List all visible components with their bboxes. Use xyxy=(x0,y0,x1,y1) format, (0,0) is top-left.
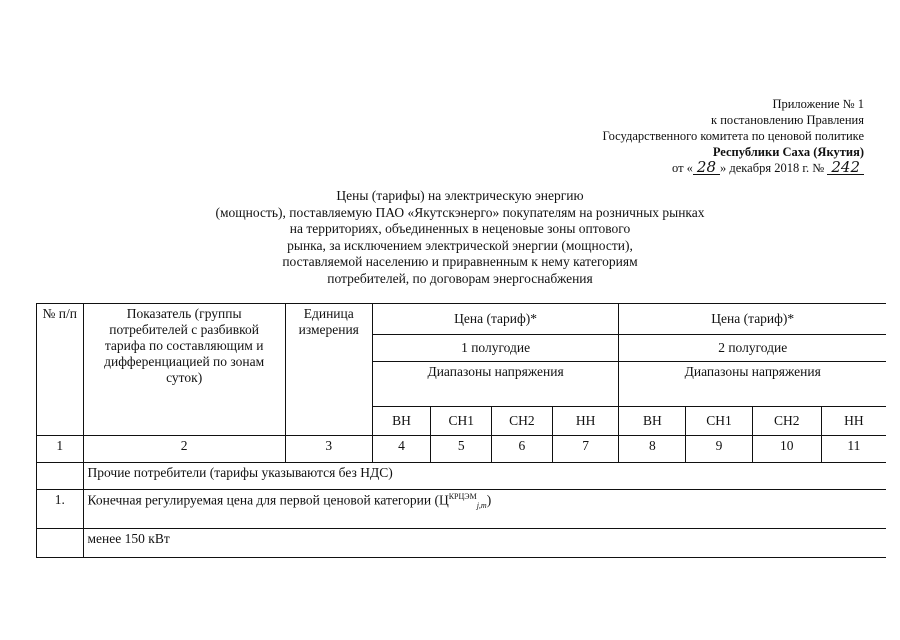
level-cell: СН1 xyxy=(431,407,492,436)
column-number: 10 xyxy=(752,436,821,463)
title-line-5: поставляемой населению и приравненным к нему категориям xyxy=(282,254,638,269)
column-number: 11 xyxy=(821,436,886,463)
sub-row: менее 150 кВт xyxy=(83,529,886,558)
title-line-3: на территориях, объединенных в неценовые зоны оптового xyxy=(289,221,631,236)
column-number: 5 xyxy=(431,436,492,463)
empty-cell xyxy=(37,463,84,490)
appendix-header xyxy=(602,96,864,176)
title-line-4: рынка, за исключением электрической энергии (мощности), xyxy=(287,237,633,253)
title-line-2: (мощность), поставляемую ПАО «Якутскэнерго» покупателям на розничных рынках xyxy=(215,204,705,220)
item-text: Конечная регулируемая цена для первой ценовой категории (Ц xyxy=(87,492,449,508)
header-ranges-1: Диапазоны напряжения xyxy=(372,362,619,407)
header-indicator: Показатель (группы потребителей с разбивкой тарифа по составляющим и дифференциацией по зонам суток) xyxy=(83,304,285,436)
item-close: ) xyxy=(486,492,492,508)
level-cell: ВН xyxy=(372,407,431,436)
appendix-line-3: Государственного комитета по ценовой политике xyxy=(602,129,864,143)
tariff-table xyxy=(36,303,886,558)
appendix-date-line xyxy=(602,160,864,176)
level-cell: СН2 xyxy=(752,407,821,436)
handwritten-day: 28 xyxy=(693,160,720,175)
document-title xyxy=(60,188,860,287)
item-number: 1. xyxy=(37,490,84,529)
header-num: № п/п xyxy=(37,304,84,436)
date-prefix: от « xyxy=(671,161,693,175)
column-number: 2 xyxy=(83,436,285,463)
item-subscript: j,m xyxy=(476,501,487,511)
column-number: 6 xyxy=(492,436,553,463)
item-row xyxy=(83,490,886,529)
column-number: 3 xyxy=(285,436,372,463)
item-superscript: КРЦЭМ xyxy=(448,492,477,501)
section-row: Прочие потребители (тарифы указываются без НДС) xyxy=(83,463,886,490)
header-price-2: Цена (тариф)* xyxy=(619,304,886,335)
header-half-1: 1 полугодие xyxy=(372,335,619,362)
title-line-6: потребителей, по договорам энергоснабжения xyxy=(327,270,593,286)
date-suffix: » декабря 2018 г. № xyxy=(720,161,825,175)
column-number: 8 xyxy=(619,436,686,463)
header-price-1: Цена (тариф)* xyxy=(372,304,619,335)
column-number: 9 xyxy=(686,436,753,463)
level-cell: ВН xyxy=(619,407,686,436)
level-cell: НН xyxy=(821,407,886,436)
column-number: 7 xyxy=(552,436,619,463)
appendix-line-4: Республики Саха (Якутия) xyxy=(712,145,864,159)
header-ranges-2: Диапазоны напряжения xyxy=(619,362,886,407)
column-number: 1 xyxy=(37,436,84,463)
appendix-line-2: к постановлению Правления xyxy=(711,113,864,127)
header-unit: Единица измерения xyxy=(285,304,372,436)
level-cell: НН xyxy=(552,407,619,436)
level-cell: СН1 xyxy=(686,407,753,436)
appendix-line-1: Приложение № 1 xyxy=(772,97,864,111)
handwritten-number: 242 xyxy=(827,160,864,175)
level-cell: СН2 xyxy=(492,407,553,436)
header-half-2: 2 полугодие xyxy=(619,335,886,362)
empty-cell xyxy=(37,529,84,558)
title-line-1: Цены (тарифы) на электрическую энергию xyxy=(336,188,584,203)
column-number: 4 xyxy=(372,436,431,463)
